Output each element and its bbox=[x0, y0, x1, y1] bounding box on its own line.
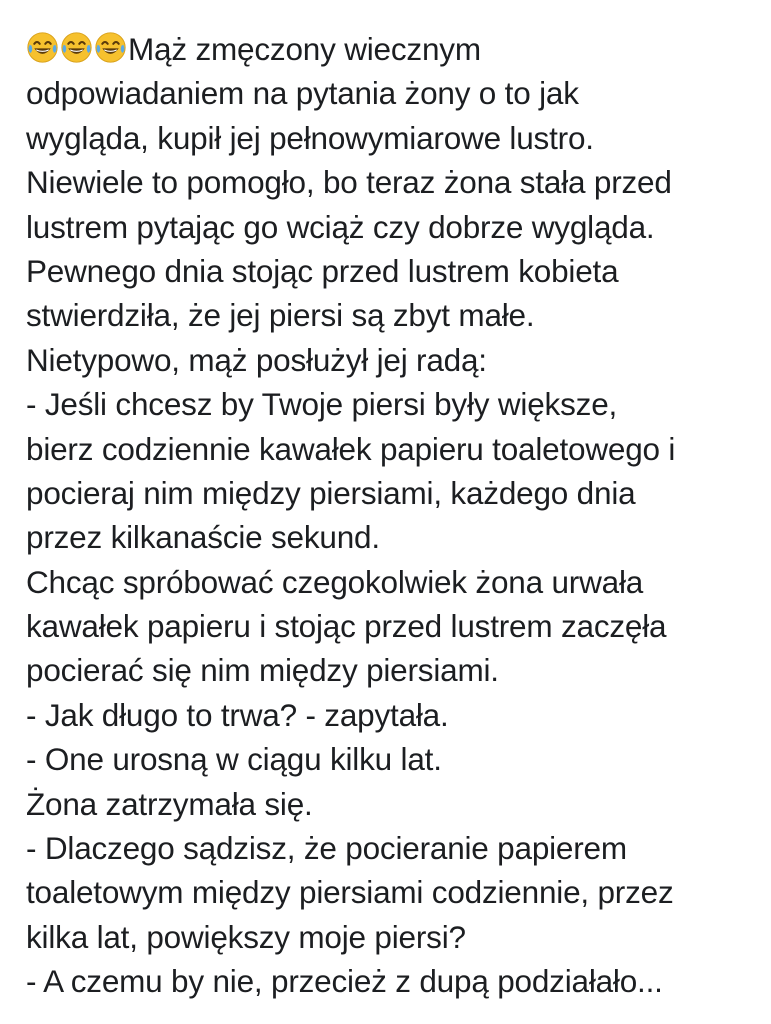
post-line-7: stwierdziła, że jej piersi są zbyt małe. bbox=[26, 297, 535, 334]
post-line-21: kilka lat, powiększy moje piersi? bbox=[26, 918, 466, 955]
post-line-20: toaletowym między piersiami codziennie, przez bbox=[26, 874, 674, 911]
post-line-13: Chcąc spróbować czegokolwiek żona urwała bbox=[26, 563, 644, 600]
post-line-4: Niewiele to pomogło, bo teraz żona stała przed bbox=[26, 164, 672, 201]
post-line-2: odpowiadaniem na pytania żony o to jak bbox=[26, 75, 579, 112]
post-line-11: pocieraj nim między piersiami, każdego dnia bbox=[26, 474, 636, 511]
face-with-tears-of-joy-icon bbox=[94, 31, 127, 64]
post-line-12: przez kilkanaście sekund. bbox=[26, 519, 380, 556]
post-line-18: Żona zatrzymała się. bbox=[26, 785, 313, 822]
post-line-16: - Jak długo to trwa? - zapytała. bbox=[26, 696, 449, 733]
post-text bbox=[26, 27, 766, 1004]
post-line-15: pocierać się nim między piersiami. bbox=[26, 652, 499, 689]
post-line-22: - A czemu by nie, przecież z dupą podziałało... bbox=[26, 963, 663, 1000]
post-line-14: kawałek papieru i stojąc przed lustrem zaczęła bbox=[26, 608, 667, 645]
post-line-5: lustrem pytając go wciąż czy dobrze wygląda. bbox=[26, 208, 655, 245]
post-line-text: Mąż zmęczony wiecznym bbox=[128, 31, 481, 67]
post-line-6: Pewnego dnia stojąc przed lustrem kobieta bbox=[26, 252, 619, 289]
emoji-group bbox=[26, 27, 128, 71]
post-line-19: - Dlaczego sądzisz, że pocieranie papierem bbox=[26, 830, 627, 867]
face-with-tears-of-joy-icon bbox=[26, 31, 59, 64]
post-line-1 bbox=[26, 27, 766, 71]
post-line-8: Nietypowo, mąż posłużył jej radą: bbox=[26, 341, 487, 378]
post-line-10: bierz codziennie kawałek papieru toaletowego i bbox=[26, 430, 676, 467]
post-line-9: - Jeśli chcesz by Twoje piersi były większe, bbox=[26, 386, 618, 423]
post-line-3: wygląda, kupił jej pełnowymiarowe lustro. bbox=[26, 119, 594, 156]
face-with-tears-of-joy-icon bbox=[60, 31, 93, 64]
post-line-17: - One urosną w ciągu kilku lat. bbox=[26, 741, 442, 778]
